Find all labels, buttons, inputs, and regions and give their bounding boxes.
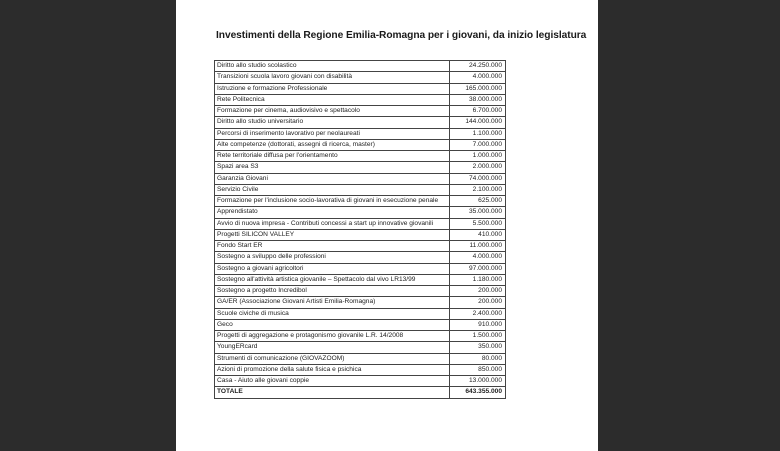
- table-row: [215, 151, 506, 162]
- investment-label: Casa - Aiuto alle giovani coppie: [215, 376, 450, 387]
- investment-amount: 11.000.000: [450, 241, 506, 252]
- investment-label: Geco: [215, 319, 450, 330]
- table-row: [215, 162, 506, 173]
- investment-amount: 1.500.000: [450, 331, 506, 342]
- investment-label: Sostegno a progetto Incredibol: [215, 286, 450, 297]
- table-row: [215, 106, 506, 117]
- investment-label: Sostegno a giovani agricoltori: [215, 263, 450, 274]
- investment-amount: 2.400.000: [450, 308, 506, 319]
- investment-label: Diritto allo studio scolastico: [215, 61, 450, 72]
- table-row: [215, 94, 506, 105]
- investment-amount: 2.100.000: [450, 184, 506, 195]
- table-row: [215, 218, 506, 229]
- investment-amount: 4.000.000: [450, 72, 506, 83]
- table-row: [215, 274, 506, 285]
- table-row: [215, 376, 506, 387]
- investment-amount: 74.000.000: [450, 173, 506, 184]
- investment-label: Progetti SILICON VALLEY: [215, 229, 450, 240]
- investment-label: Apprendistato: [215, 207, 450, 218]
- investment-label: Avvio di nuova impresa - Contributi concessi a start up innovative giovanili: [215, 218, 450, 229]
- table-row: [215, 263, 506, 274]
- table-row: [215, 128, 506, 139]
- table-body: [215, 61, 506, 399]
- investment-label: Rete territoriale diffusa per l'orientamento: [215, 151, 450, 162]
- investment-label: Servizio Civile: [215, 184, 450, 195]
- investment-label: GA/ER (Associazione Giovani Artisti Emilia-Romagna): [215, 297, 450, 308]
- investment-label: Progetti di aggregazione e protagonismo giovanile L.R. 14/2008: [215, 331, 450, 342]
- investment-amount: 4.000.000: [450, 252, 506, 263]
- viewer-background-right: [598, 0, 780, 451]
- table-row: [215, 83, 506, 94]
- investment-amount: 850.000: [450, 364, 506, 375]
- investment-amount: 97.000.000: [450, 263, 506, 274]
- document-title: Investimenti della Regione Emilia-Romagna per i giovani, da inizio legislatura: [216, 30, 587, 41]
- total-amount: 643.355.000: [450, 387, 506, 398]
- investment-label: Strumenti di comunicazione (GIOVAZOOM): [215, 353, 450, 364]
- table-row: [215, 297, 506, 308]
- table-row: [215, 196, 506, 207]
- investment-label: Scuole civiche di musica: [215, 308, 450, 319]
- investment-amount: 410.000: [450, 229, 506, 240]
- investment-amount: 35.000.000: [450, 207, 506, 218]
- table-row: [215, 308, 506, 319]
- investment-amount: 6.700.000: [450, 106, 506, 117]
- investment-label: Istruzione e formazione Professionale: [215, 83, 450, 94]
- table-row: [215, 353, 506, 364]
- total-label: TOTALE: [215, 387, 450, 398]
- table-row: [215, 331, 506, 342]
- investment-amount: 200.000: [450, 297, 506, 308]
- investment-amount: 80.000: [450, 353, 506, 364]
- investments-table: [214, 60, 506, 399]
- investment-amount: 1.000.000: [450, 151, 506, 162]
- investment-label: Sostegno a sviluppo delle professioni: [215, 252, 450, 263]
- investment-amount: 1.180.000: [450, 274, 506, 285]
- investment-amount: 7.000.000: [450, 139, 506, 150]
- investment-label: Rete Politecnica: [215, 94, 450, 105]
- table-row: [215, 241, 506, 252]
- investment-label: Alte competenze (dottorati, assegni di ricerca, master): [215, 139, 450, 150]
- table-row: [215, 173, 506, 184]
- investment-label: Percorsi di inserimento lavorativo per neolaureati: [215, 128, 450, 139]
- table-row: [215, 117, 506, 128]
- investment-amount: 1.100.000: [450, 128, 506, 139]
- investment-amount: 625.000: [450, 196, 506, 207]
- viewer-background-left: [0, 0, 176, 451]
- investment-amount: 38.000.000: [450, 94, 506, 105]
- investment-amount: 165.000.000: [450, 83, 506, 94]
- table-row: [215, 252, 506, 263]
- investment-amount: 5.500.000: [450, 218, 506, 229]
- table-row: [215, 364, 506, 375]
- table-row: [215, 207, 506, 218]
- investment-label: Diritto allo studio universitario: [215, 117, 450, 128]
- investment-amount: 13.000.000: [450, 376, 506, 387]
- table-row: [215, 342, 506, 353]
- document-page: [176, 0, 598, 451]
- table-row: [215, 72, 506, 83]
- table-row: [215, 184, 506, 195]
- investment-amount: 144.000.000: [450, 117, 506, 128]
- investment-amount: 200.000: [450, 286, 506, 297]
- table-row: [215, 319, 506, 330]
- investment-label: YoungERcard: [215, 342, 450, 353]
- investment-amount: 350.000: [450, 342, 506, 353]
- table-row: [215, 286, 506, 297]
- investment-label: Azioni di promozione della salute fisica e psichica: [215, 364, 450, 375]
- investment-label: Fondo Start ER: [215, 241, 450, 252]
- table-row: [215, 139, 506, 150]
- investment-label: Spazi area S3: [215, 162, 450, 173]
- investment-amount: 2.000.000: [450, 162, 506, 173]
- table-row: [215, 229, 506, 240]
- investment-label: Transizioni scuola lavoro giovani con disabilità: [215, 72, 450, 83]
- investment-label: Sostegno all'attività artistica giovanile – Spettacolo dal vivo LR13/99: [215, 274, 450, 285]
- investment-label: Formazione per l'inclusione socio-lavorativa di giovani in esecuzione penale: [215, 196, 450, 207]
- investment-label: Garanzia Giovani: [215, 173, 450, 184]
- table-row: [215, 61, 506, 72]
- investment-label: Formazione per cinema, audiovisivo e spettacolo: [215, 106, 450, 117]
- total-row: [215, 387, 506, 398]
- investment-amount: 910.000: [450, 319, 506, 330]
- investment-amount: 24.250.000: [450, 61, 506, 72]
